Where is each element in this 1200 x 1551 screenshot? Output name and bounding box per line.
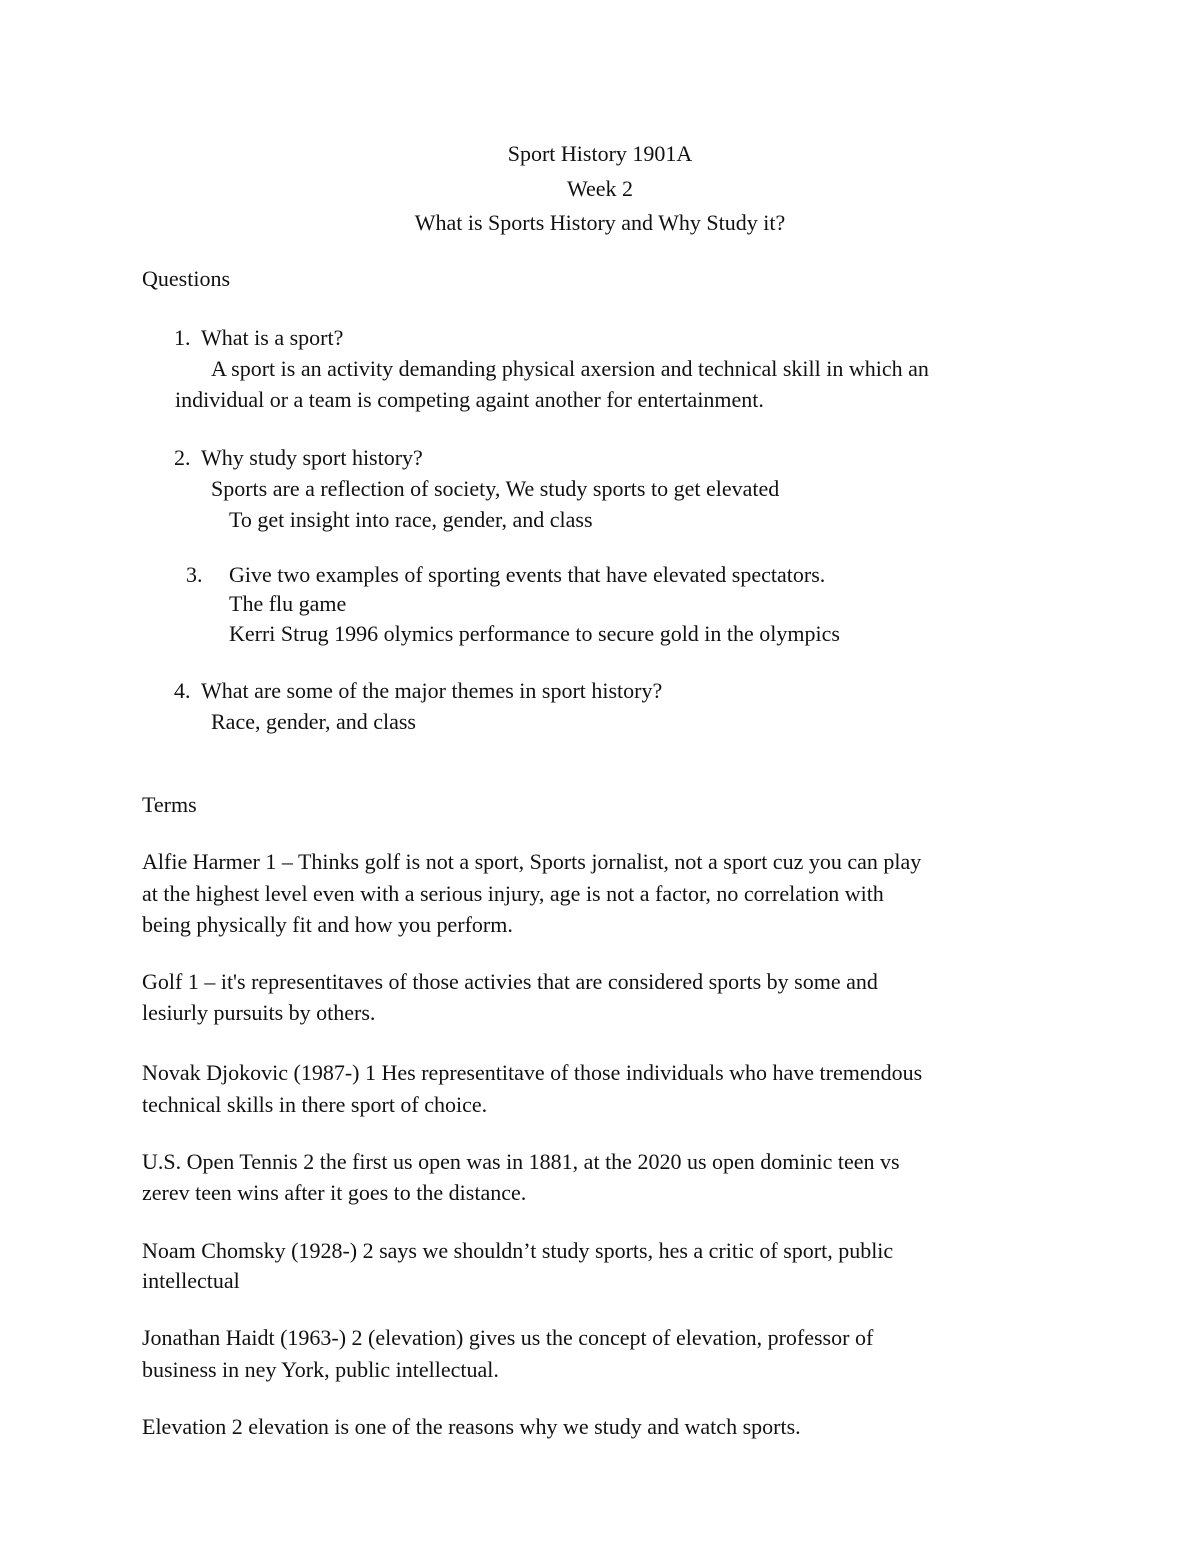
term-line: business in ney York, public intellectual. [142, 1357, 499, 1382]
term-line: at the highest level even with a serious injury, age is not a factor, no correlation with [142, 881, 884, 906]
question-text: Why study sport history? [201, 445, 423, 470]
questions-heading: Questions [142, 266, 230, 291]
question-text: Give two examples of sporting events that have elevated spectators. [229, 562, 826, 587]
term-line: technical skills in there sport of choice. [142, 1092, 488, 1117]
question-number: 4. [174, 678, 191, 703]
answer-line: A sport is an activity demanding physical axersion and technical skill in which an [211, 356, 929, 381]
question-number: 3. [186, 562, 203, 587]
term-line: Noam Chomsky (1928-) 2 says we shouldn’t study sports, hes a critic of sport, public [142, 1238, 894, 1263]
term-line: being physically fit and how you perform. [142, 912, 513, 937]
term-line: Novak Djokovic (1987-) 1 Hes representitave of those individuals who have tremendous [142, 1060, 923, 1085]
term-line: U.S. Open Tennis 2 the first us open was in 1881, at the 2020 us open dominic teen vs [142, 1149, 900, 1174]
page-title: What is Sports History and Why Study it? [414, 210, 786, 235]
question-number: 2. [174, 445, 191, 470]
terms-heading: Terms [142, 792, 197, 817]
answer-line: Race, gender, and class [211, 709, 416, 734]
term-line: intellectual [142, 1268, 240, 1293]
term-line: lesiurly pursuits by others. [142, 1000, 376, 1025]
question-number: 1. [174, 325, 191, 350]
answer-line: individual or a team is competing againt another for entertainment. [175, 387, 764, 412]
question-text: What is a sport? [201, 325, 344, 350]
term-line: zerev teen wins after it goes to the distance. [142, 1180, 527, 1205]
term-line: Golf 1 – it's representitaves of those activies that are considered sports by some and [142, 969, 878, 994]
answer-line: To get insight into race, gender, and class [229, 507, 593, 532]
term-line: Alfie Harmer 1 – Thinks golf is not a sport, Sports jornalist, not a sport cuz you can play [142, 849, 922, 874]
term-line: Jonathan Haidt (1963-) 2 (elevation) gives us the concept of elevation, professor of [142, 1325, 874, 1350]
question-text: What are some of the major themes in sport history? [201, 678, 663, 703]
week-label: Week 2 [566, 176, 634, 201]
answer-line: Kerri Strug 1996 olymics performance to secure gold in the olympics [229, 621, 840, 646]
course-title: Sport History 1901A [507, 141, 693, 166]
answer-line: Sports are a reflection of society, We study sports to get elevated [211, 476, 780, 501]
term-line: Elevation 2 elevation is one of the reasons why we study and watch sports. [142, 1414, 801, 1439]
answer-line: The flu game [229, 591, 347, 616]
